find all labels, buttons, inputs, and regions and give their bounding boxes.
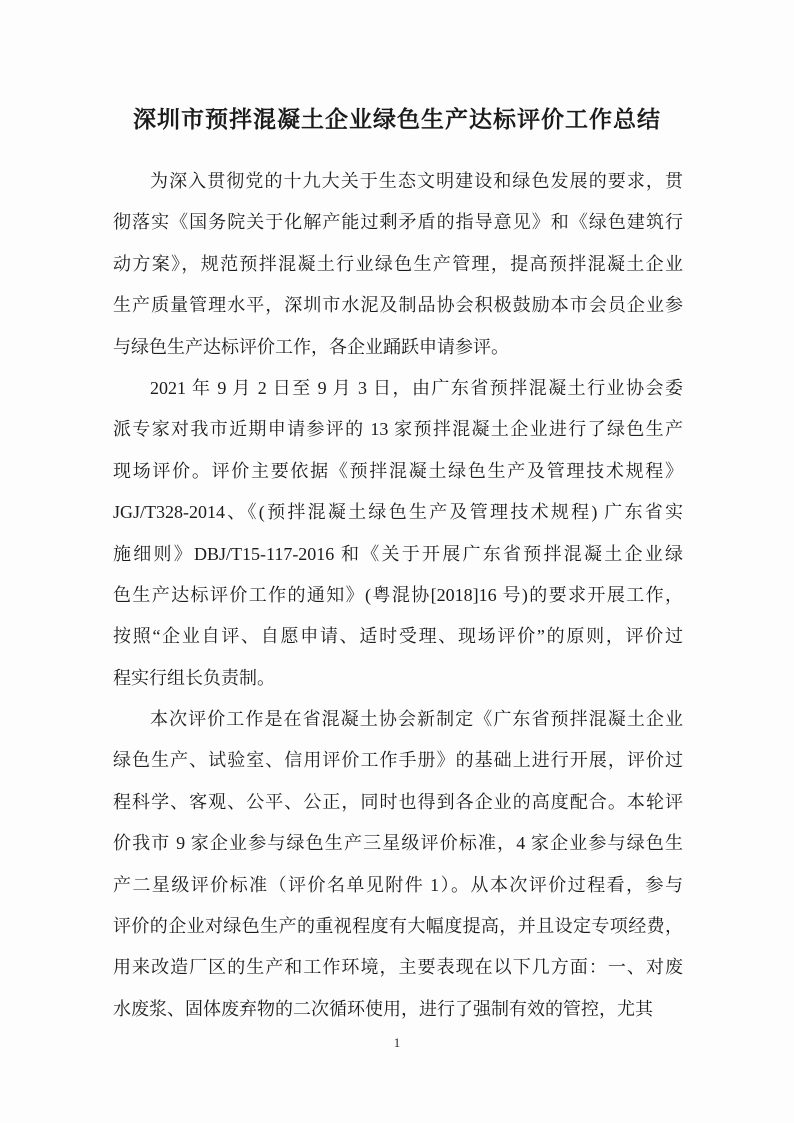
text-line: 水废浆、固体废弃物的二次循环使用，进行了强制有效的管控，尤其 (113, 998, 653, 1019)
text-line: 本次评价工作是在省混凝土协会新制定《广东省预拌混凝土企业 (150, 709, 683, 730)
text-line: 绿色生产、试验室、信用评价工作手册》的基础上进行开展，评价过 (113, 750, 683, 771)
text-line: 动方案》，规范预拌混凝土行业绿色生产管理，提高预拌混凝土企业 (113, 253, 683, 274)
paragraph-3 (113, 699, 683, 1030)
paragraph-2 (113, 368, 683, 699)
text-line: 派专家对我市近期申请参评的 13 家预拌混凝土企业进行了绿色生产 (113, 419, 683, 440)
text-line: 程实行组长负责制。 (113, 667, 275, 688)
page-number: 1 (393, 1035, 401, 1050)
text-line: 程科学、客观、公平、公正，同时也得到各企业的高度配合。本轮评 (113, 791, 683, 812)
text-line: 价我市 9 家企业参与绿色生产三星级评价标准，4 家企业参与绿色生 (113, 833, 683, 854)
text-line: 评价的企业对绿色生产的重视程度有大幅度提高，并且设定专项经费， (113, 916, 683, 937)
text-line: JGJ/T328-2014、《(预拌混凝土绿色生产及管理技术规程) 广东省实 (113, 502, 683, 523)
document-body (113, 161, 683, 1030)
text-line: 生产质量管理水平，深圳市水泥及制品协会积极鼓励本市会员企业参 (113, 295, 683, 316)
text-line: 与绿色生产达标评价工作，各企业踊跃申请参评。 (113, 336, 509, 357)
text-line: 为深入贯彻党的十九大关于生态文明建设和绿色发展的要求，贯 (150, 171, 683, 191)
document-title: 深圳市预拌混凝土企业绿色生产达标评价工作总结 (133, 107, 661, 132)
paragraph-1 (113, 161, 683, 368)
text-line: 2021 年 9 月 2 日至 9 月 3 日，由广东省预拌混凝土行业协会委 (150, 377, 683, 398)
text-line: 产二星级评价标准（评价名单见附件 1）。从本次评价过程看，参与 (113, 874, 683, 895)
text-line: 用来改造厂区的生产和工作环境，主要表现在以下几方面：一、对废 (113, 957, 683, 978)
text-line: 彻落实《国务院关于化解产能过剩矛盾的指导意见》和《绿色建筑行 (113, 212, 683, 233)
text-line: 施细则》DBJ/T15-117-2016 和《关于开展广东省预拌混凝土企业绿 (113, 543, 683, 564)
text-line: 按照“企业自评、自愿申请、适时受理、现场评价”的原则，评价过 (113, 626, 683, 647)
text-line: 色生产达标评价工作的通知》(粤混协[2018]16 号)的要求开展工作， (113, 584, 683, 605)
text-line: 现场评价。评价主要依据《预拌混凝土绿色生产及管理技术规程》 (113, 460, 683, 481)
